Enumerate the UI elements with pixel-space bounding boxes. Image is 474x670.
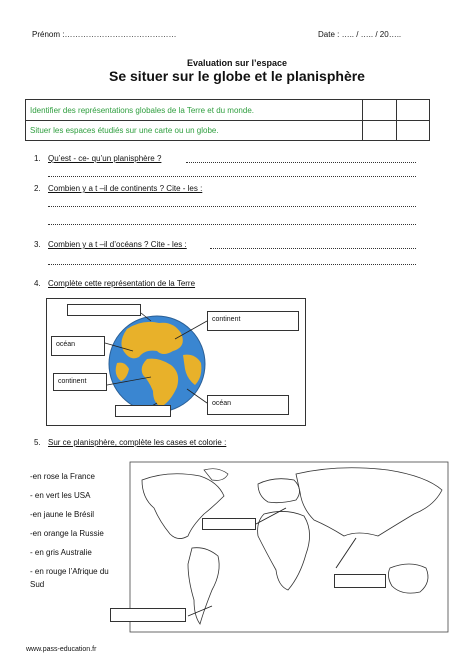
list-item: Sud: [30, 580, 45, 589]
answer-box[interactable]: [334, 574, 386, 588]
globe-label-ocean: océan: [212, 400, 232, 407]
question-number: 1.: [34, 154, 41, 163]
prenom-field[interactable]: Prénom :……………………………………: [32, 30, 177, 39]
answer-line[interactable]: [48, 264, 416, 265]
list-item: -en orange la Russie: [30, 529, 104, 538]
answer-box[interactable]: [115, 405, 171, 417]
objective-text: Situer les espaces étudiés sur une carte ou un globe.: [30, 126, 219, 135]
world-map: [108, 456, 456, 638]
answer-line[interactable]: [48, 224, 416, 225]
date-field[interactable]: Date : ….. / ….. / 20…..: [318, 30, 402, 39]
page-title: Se situer sur le globe et le planisphère: [109, 68, 365, 84]
question-5-text: Sur ce planisphère, complète les cases et colorie :: [48, 438, 227, 447]
globe-label-ocean: océan: [56, 341, 76, 348]
answer-box[interactable]: [67, 304, 141, 316]
list-item: -en rose la France: [30, 472, 95, 481]
list-item: - en gris Australie: [30, 548, 92, 557]
objectives-table: [25, 99, 430, 141]
answer-line[interactable]: [210, 248, 416, 249]
answer-box[interactable]: [207, 311, 299, 331]
page-subtitle: Evaluation sur l’espace: [186, 58, 288, 68]
list-item: -en jaune le Brésil: [30, 510, 95, 519]
answer-box[interactable]: [202, 518, 256, 530]
question-number: 4.: [34, 279, 41, 288]
footer-site[interactable]: www.pass-education.fr: [26, 646, 97, 653]
objective-row: [26, 100, 429, 121]
question-number: 3.: [34, 240, 41, 249]
answer-line[interactable]: [48, 176, 416, 177]
question-1-text: Qu’est - ce- qu’un planisphère ?: [48, 154, 162, 163]
objective-text: Identifier des représentations globales de la Terre et du monde.: [30, 106, 254, 115]
answer-box[interactable]: [53, 373, 107, 391]
answer-line[interactable]: [48, 206, 416, 207]
question-number: 2.: [34, 184, 41, 193]
table-divider: [362, 100, 363, 140]
question-2-text: Combien y a t –il de continents ? Cite - les :: [48, 184, 203, 193]
answer-box[interactable]: [207, 395, 289, 415]
answer-box[interactable]: [110, 608, 186, 622]
table-divider: [396, 100, 397, 140]
question-number: 5.: [34, 438, 41, 447]
globe-label-continent: continent: [212, 316, 241, 323]
answer-box[interactable]: [51, 336, 105, 356]
question-3-text: Combien y a t –il d’océans ? Cite - les :: [48, 240, 187, 249]
objective-row: [26, 121, 429, 141]
globe-label-continent: continent: [58, 378, 87, 385]
question-4-text: Complète cette représentation de la Terre: [48, 279, 196, 288]
list-item: - en rouge l’Afrique du: [30, 567, 109, 576]
answer-line[interactable]: [186, 162, 416, 163]
globe-figure: [46, 298, 306, 426]
list-item: - en vert les USA: [30, 491, 91, 500]
